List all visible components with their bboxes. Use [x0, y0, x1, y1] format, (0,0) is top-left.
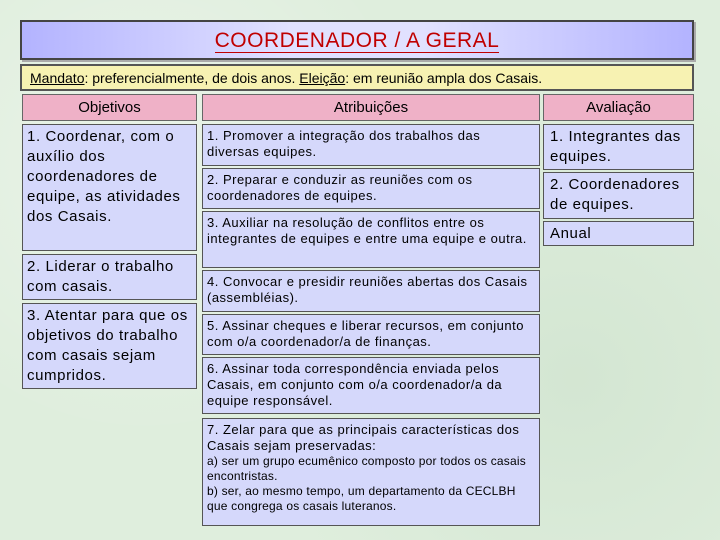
atribuicao-item: 5. Assinar cheques e liberar recursos, em conjunto com o/a coordenador/a de finanças. [202, 314, 540, 355]
atribuicao-item: 3. Auxiliar na resolução de conflitos entre os integrantes de equipes e entre uma equipe e outra. [202, 211, 540, 268]
avaliacao-item: Anual [543, 221, 694, 246]
header-atribuicoes-label: Atribuições [333, 99, 409, 116]
objetivo-item: 3. Atentar para que os objetivos do trabalho com casais sejam cumpridos. [22, 303, 197, 389]
page-title: COORDENADOR / A GERAL [214, 28, 500, 52]
avaliacao-item: 2. Coordenadores de equipes. [543, 172, 694, 219]
atribuicao-item: 4. Convocar e presidir reuniões abertas dos Casais (assembléias). [202, 270, 540, 312]
header-avaliacao-label: Avaliação [586, 99, 651, 116]
atribuicao-text: 7. Zelar para que as principais características dos Casais sejam preservadas: [207, 422, 520, 453]
header-atribuicoes [202, 94, 540, 121]
election-text: : em reunião ampla dos Casais. [345, 69, 543, 86]
mandate-label: Mandato [30, 69, 85, 86]
header-objetivos [22, 94, 197, 121]
avaliacao-item: 1. Integrantes das equipes. [543, 124, 694, 170]
atribuicao-subitem: a) ser um grupo ecumênico composto por todos os casais encontristas. [207, 454, 526, 483]
atribuicao-item: 2. Preparar e conduzir as reuniões com os coordenadores de equipes. [202, 168, 540, 209]
objetivo-item: 2. Liderar o trabalho com casais. [22, 254, 197, 300]
atribuicao-item: 6. Assinar toda correspondência enviada pelos Casais, em conjunto com o/a coordenador/a da equipe responsável. [202, 357, 540, 414]
mandate-text: : preferencialmente, de dois anos. [84, 69, 300, 86]
page-title-banner [20, 20, 694, 60]
objetivo-item: 1. Coordenar, com o auxílio dos coordenadores de equipe, as atividades dos Casais. [22, 124, 197, 251]
mandate-bar [20, 64, 694, 91]
header-avaliacao [543, 94, 694, 121]
election-label: Eleição [299, 69, 346, 86]
atribuicao-subitem: b) ser, ao mesmo tempo, um departamento da CECLBH que congrega os casais luteranos. [207, 484, 516, 513]
atribuicao-item: 1. Promover a integração dos trabalhos das diversas equipes. [202, 124, 540, 166]
atribuicao-item-7 [202, 418, 540, 526]
header-objetivos-label: Objetivos [78, 99, 141, 116]
